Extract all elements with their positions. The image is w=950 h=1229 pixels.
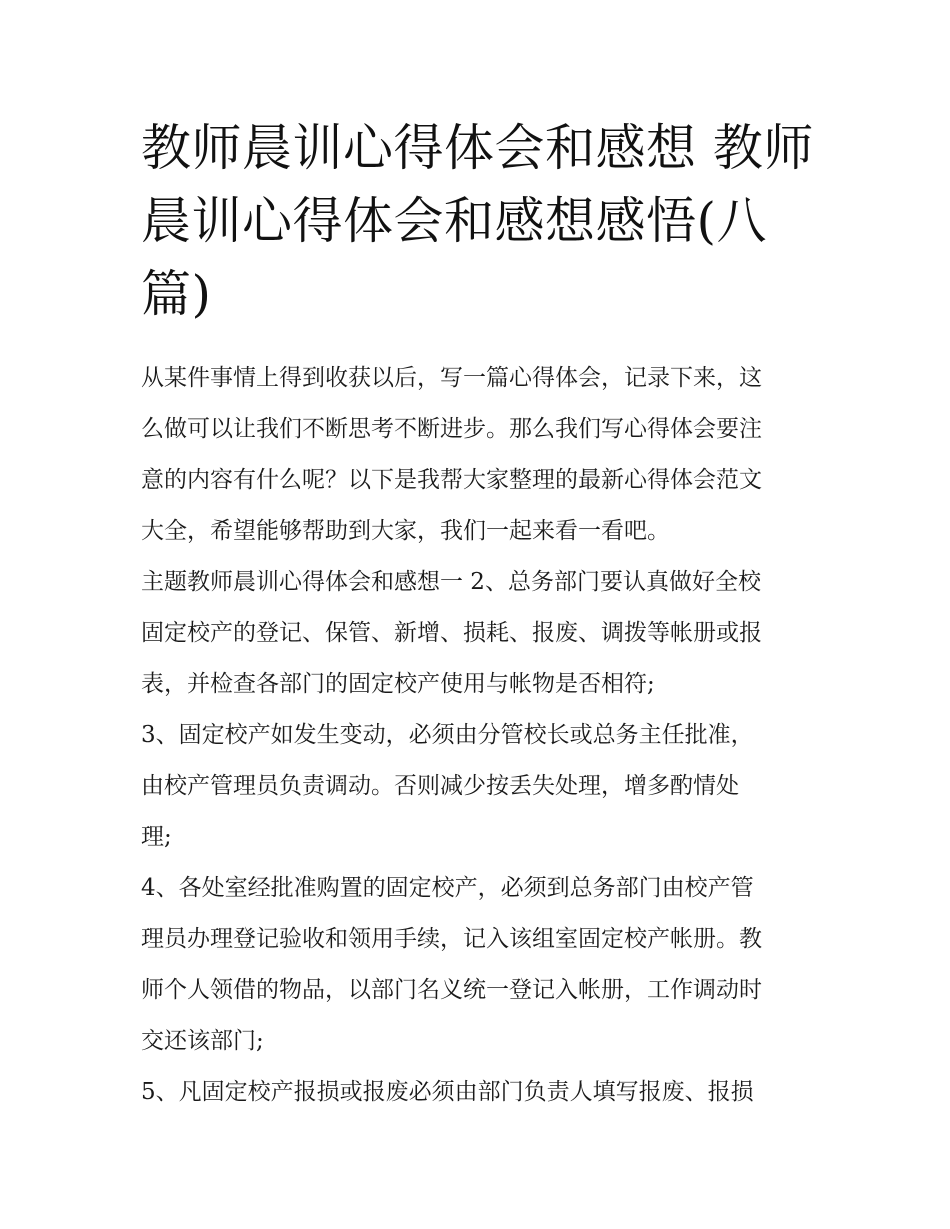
body-line: 理员办理登记验收和领用手续，记入该组室固定校产帐册。教: [141, 926, 762, 952]
body-line: 意的内容有什么呢？以下是我帮大家整理的最新心得体会范文: [141, 467, 762, 493]
title-line: 晨训心得体会和感想感悟(八: [141, 192, 768, 250]
body-line: 交还该部门;: [141, 1028, 264, 1054]
body-line: 4、各处室经批准购置的固定校产，必须到总务部门由校产管: [141, 875, 754, 901]
body-line: 固定校产的登记、保管、新增、损耗、报废、调拨等帐册或报: [141, 620, 762, 646]
body-line: 从某件事情上得到收获以后，写一篇心得体会，记录下来，这: [141, 365, 762, 391]
body-line: 么做可以让我们不断思考不断进步。那么我们写心得体会要注: [141, 416, 762, 442]
body-line: 5、凡固定校产报损或报废必须由部门负责人填写报废、报损: [141, 1079, 754, 1105]
body-line: 师个人领借的物品，以部门名义统一登记入帐册，工作调动时: [141, 977, 762, 1003]
document-body: [141, 353, 821, 1118]
body-line: 表，并检查各部门的固定校产使用与帐物是否相符;: [141, 671, 655, 697]
title-line: 篇): [141, 265, 212, 323]
body-line: 主题教师晨训心得体会和感想一 2、总务部门要认真做好全校: [141, 569, 761, 595]
body-line: 理;: [141, 824, 172, 850]
document-title: [141, 112, 821, 331]
title-line: 教师晨训心得体会和感想 教师: [141, 119, 814, 177]
body-line: 大全，希望能够帮助到大家，我们一起来看一看吧。: [141, 518, 670, 544]
body-line: 3、固定校产如发生变动，必须由分管校长或总务主任批准，: [141, 722, 754, 748]
body-line: 由校产管理员负责调动。否则减少按丢失处理，增多酌情处: [141, 773, 739, 799]
